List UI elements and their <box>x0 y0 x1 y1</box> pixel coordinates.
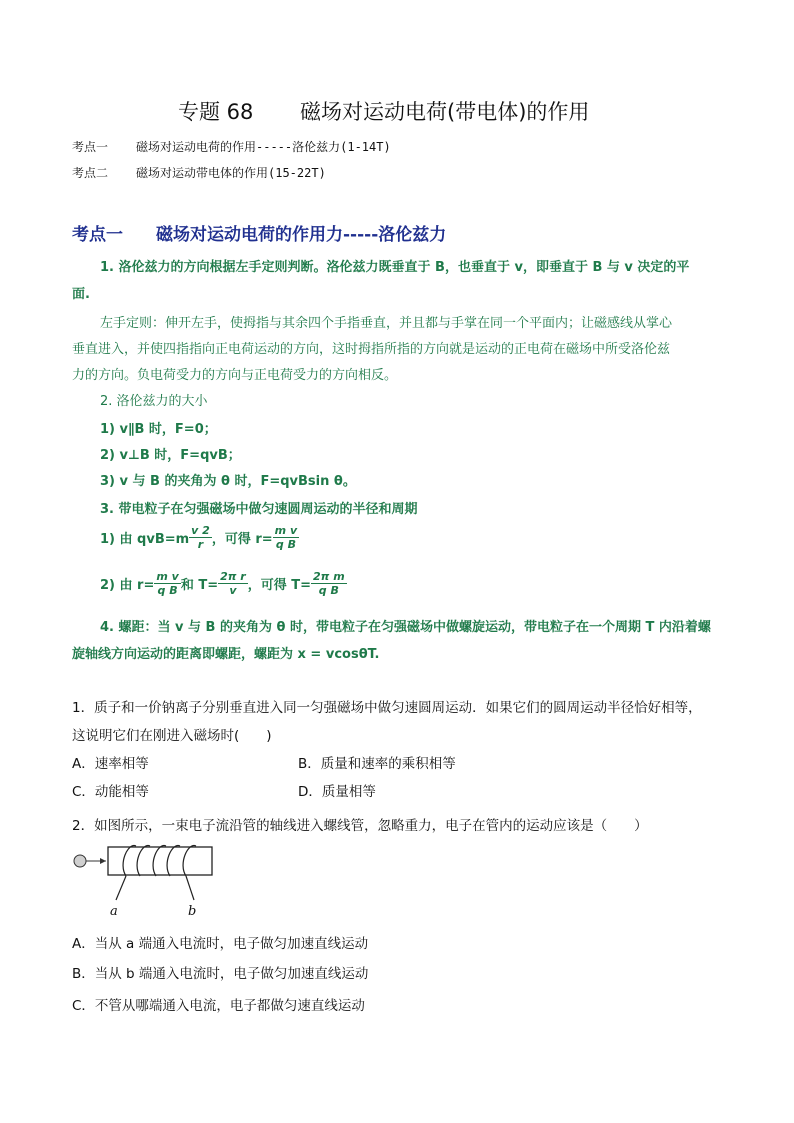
fraction-2pim-qb <box>311 570 347 597</box>
formula-1-mid: ，可得 r= <box>211 532 273 547</box>
solenoid-coil <box>116 846 196 900</box>
q2-option-b[interactable]: B．当从 b 端通入电流时，电子做匀加速直线运动 <box>72 966 369 982</box>
toc-text-1: 磁场对运动电荷的作用-----洛伦兹力(1-14T) <box>136 140 391 154</box>
note-p5: 2) v⊥B 时，F=qvB； <box>100 448 241 463</box>
fraction-numerator: m v <box>274 524 298 537</box>
fraction-mv-qb <box>154 570 180 597</box>
fraction-denominator: v <box>229 584 237 597</box>
lead-a <box>116 876 126 900</box>
q1-stem-line1: 1．质子和一价钠离子分别垂直进入同一匀强磁场中做匀速圆周运动．如果它们的圆周运动半径恰好相等， <box>72 700 702 716</box>
formula-period <box>100 570 347 597</box>
note-p2-line1: 左手定则：伸开左手，使拇指与其余四个手指垂直，并且都与手掌在同一个平面内；让磁感线从掌心 <box>100 316 673 331</box>
q2-option-a[interactable]: A．当从 a 端通入电流时，电子做匀加速直线运动 <box>72 936 369 952</box>
formula-2-prefix: 2) 由 r= <box>100 578 155 593</box>
q2-stem: 2．如图所示，一束电子流沿管的轴线进入螺线管，忽略重力，电子在管内的运动应该是（ ） <box>72 818 648 834</box>
fraction-denominator: q B <box>157 584 178 597</box>
note-p1-line1: 1. 洛伦兹力的方向根据左手定则判断。洛伦兹力既垂直于 B，也垂直于 v，即垂直于 B 与 v 决定的平 <box>100 260 690 275</box>
solenoid-diagram <box>66 840 226 920</box>
formula-2-mid: 和 T= <box>180 578 219 593</box>
q1-option-a[interactable]: A．速率相等 <box>72 756 149 772</box>
q1-option-b[interactable]: B．质量和速率的乘积相等 <box>298 756 456 772</box>
fraction-2pir-v <box>218 570 248 597</box>
label-b: b <box>188 904 197 919</box>
note-p8-line1: 4. 螺距：当 v 与 B 的夹角为 θ 时，带电粒子在匀强磁场中做螺旋运动，带电粒子在一个周期 T 内沿着螺 <box>100 620 711 635</box>
lead-b <box>186 876 194 900</box>
fraction-denominator: q B <box>275 538 296 551</box>
arrow-head-icon <box>100 858 106 864</box>
q1-option-d[interactable]: D．质量相等 <box>298 784 376 800</box>
note-p6: 3) v 与 B 的夹角为 θ 时，F=qvBsin θ。 <box>100 474 356 489</box>
q1-option-c[interactable]: C．动能相等 <box>72 784 149 800</box>
formula-2-mid2: ，可得 T= <box>247 578 312 593</box>
toc-text-2: 磁场对运动带电体的作用(15-22T) <box>136 166 326 180</box>
section-title: 磁场对运动电荷的作用力-----洛伦兹力 <box>156 225 447 245</box>
note-p8-line2: 旋轴线方向运动的距离即螺距，螺距为 x = vcosθT. <box>72 647 380 662</box>
title-left: 专题 68 <box>178 100 254 124</box>
fraction-denominator: r <box>197 538 204 551</box>
note-p1-line2: 面. <box>72 287 90 302</box>
fraction-numerator: v 2 <box>191 524 210 537</box>
fraction-numerator: 2π m <box>313 570 345 583</box>
q1-stem-line2: 这说明它们在刚进入磁场时( ) <box>72 728 272 744</box>
note-p2-line2: 垂直进入，并使四指指向正电荷运动的方向，这时拇指所指的方向就是运动的正电荷在磁场中所受洛伦兹 <box>72 342 671 357</box>
formula-1-prefix: 1) 由 qvB=m <box>100 532 190 547</box>
formula-radius <box>100 524 299 551</box>
toc-label-1: 考点一 <box>72 140 109 154</box>
fraction-numerator: 2π r <box>220 570 246 583</box>
page-title: 磁场对运动电荷(带电体)的作用 <box>300 100 590 124</box>
note-p4: 1) v∥B 时，F=0； <box>100 422 217 437</box>
note-p3: 2. 洛伦兹力的大小 <box>100 394 208 409</box>
fraction-denominator: q B <box>318 584 339 597</box>
toc-label-2: 考点二 <box>72 166 109 180</box>
fraction-numerator: m v <box>156 570 179 583</box>
fraction-v2-r <box>189 524 212 551</box>
section-label: 考点一 <box>72 225 123 245</box>
fraction-mv-qb <box>273 524 299 551</box>
q2-option-c[interactable]: C．不管从哪端通入电流，电子都做匀速直线运动 <box>72 998 365 1014</box>
label-a: a <box>110 904 118 919</box>
electron-source-icon <box>74 855 86 867</box>
note-p7: 3. 带电粒子在匀强磁场中做匀速圆周运动的半径和周期 <box>100 502 418 517</box>
note-p2-line3: 力的方向。负电荷受力的方向与正电荷受力的方向相反。 <box>72 368 398 383</box>
